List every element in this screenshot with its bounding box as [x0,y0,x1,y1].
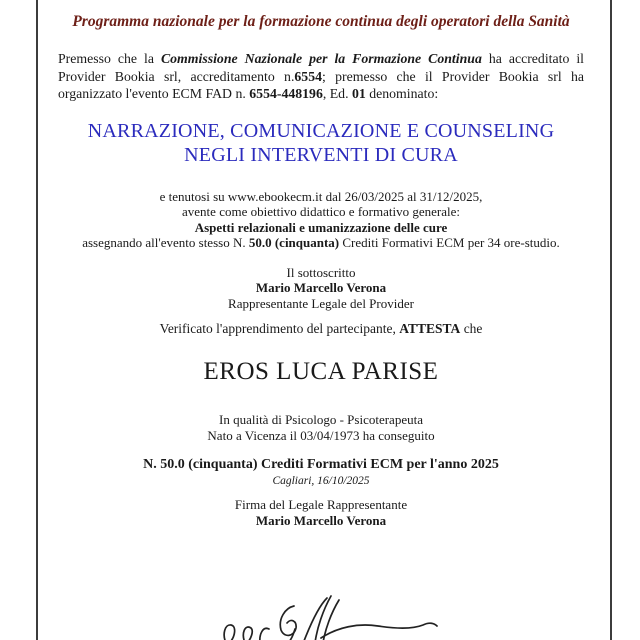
premise-intro: Premesso che la [58,51,161,66]
course-title-line1: NARRAZIONE, COMUNICAZIONE E COUNSELING [87,119,555,142]
certificate-content [58,0,584,529]
event-objective: Aspetti relazionali e umanizzazione delle cure [194,219,448,235]
edition-number: 01 [351,86,366,101]
event-details [58,189,584,251]
provider-representative-role: Rappresentante Legale del Provider [228,295,414,311]
credits-post: Crediti Formativi ECM per 34 ore-studio. [339,235,560,250]
undersigned-intro: Il sottoscritto [286,264,356,280]
signature-label: Firma del Legale Rappresentante [234,497,408,512]
accreditation-number: 6554 [294,68,322,84]
event-held-on: e tenutosi su www.ebookecm.it dal 26/03/2025 al 31/12/2025, [159,188,483,204]
event-credits-line [58,235,584,251]
event-objective-intro: avente come obiettivo didattico e formativo generale: [182,204,460,219]
provider-representative-name: Mario Marcello Verona [255,280,387,295]
premise-mid2: ; premesso che il Provider Bookia srl ha organizzato l'evento ECM FAD n. [58,68,584,101]
premise-mid3: , Ed. [322,86,352,101]
undersigned-block [58,265,584,312]
page-border-right [610,0,612,640]
credits-pre: assegnando all'evento stesso N. [82,235,249,250]
credits-number: 50.0 (cinquanta) [248,235,340,250]
premise-mid1: ha accreditato il Provider Bookia srl, accreditamento n. [58,51,584,84]
participant-qualification: In qualità di Psicologo - Psicoterapeuta [219,412,423,427]
handwritten-signature-image [200,593,440,640]
attestation-line [58,321,584,337]
event-number: 6554-448196 [249,86,323,101]
page-border-left [36,0,38,640]
signature-name: Mario Marcello Verona [255,513,387,528]
participant-name: EROS LUCA PARISE [203,358,439,385]
participant-details [58,412,584,444]
place-date-line: Cagliari, 16/10/2025 [272,475,370,487]
program-header: Programma nazionale per la formazione continua degli operatori della Sanità [72,13,570,30]
attestation-post: che [460,321,483,336]
premise-end: denominato: [365,86,439,101]
course-title [58,119,584,167]
participant-birth-line: Nato a Vicenza il 03/04/1973 ha conseguito [207,428,435,443]
commission-name: Commissione Nazionale per la Formazione Continua [160,51,482,66]
premise-paragraph [58,50,584,103]
attestation-pre: Verificato l'apprendimento del partecipante, [159,321,400,336]
attestation-verb: ATTESTA [399,321,461,336]
signature-block [58,497,584,529]
course-title-line2: NEGLI INTERVENTI DI CURA [184,143,458,166]
credits-awarded-line: N. 50.0 (cinquanta) Crediti Formativi ECM per l'anno 2025 [143,457,499,472]
